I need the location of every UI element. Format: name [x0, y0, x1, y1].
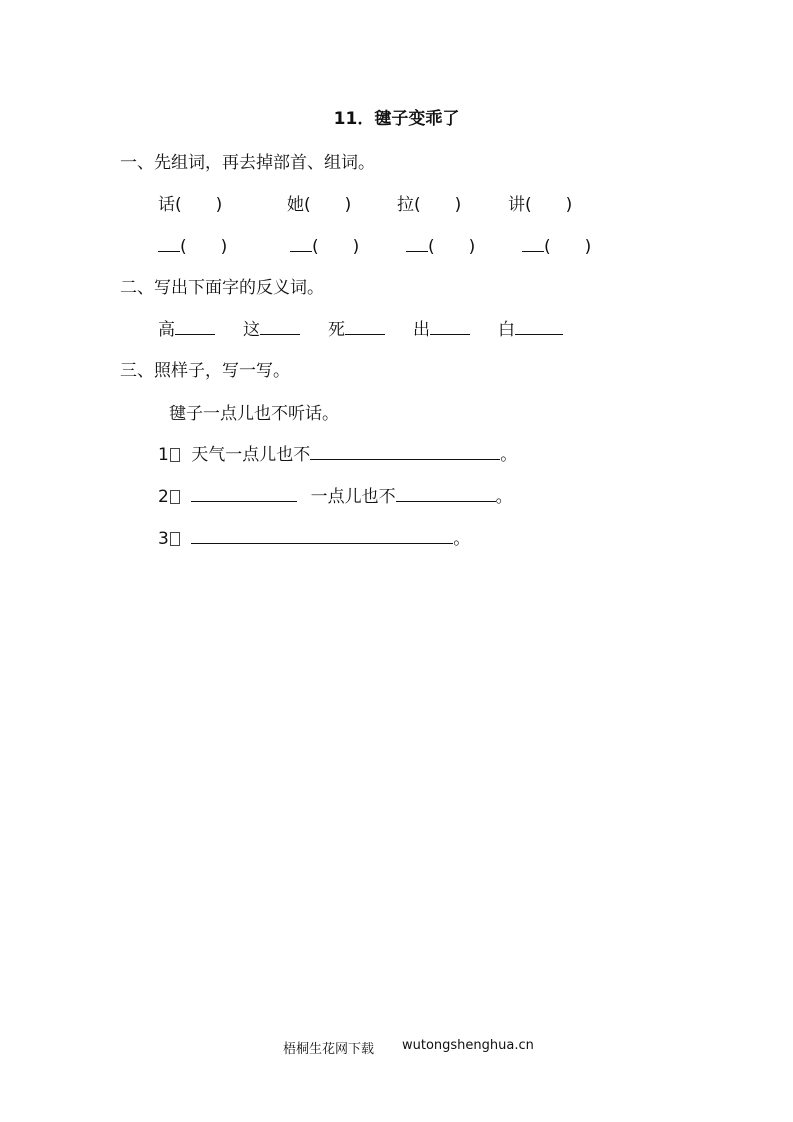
item-number: 3 [158, 529, 169, 549]
word-cell: 话( ) [158, 195, 223, 215]
antonym-item [498, 315, 563, 340]
word-cell: 她( ) [287, 195, 352, 215]
paren-blank: ( ) [544, 237, 592, 257]
item-number: 2 [158, 487, 169, 507]
answer-line [191, 529, 453, 544]
answer-line [345, 320, 385, 335]
section2-heading: 二、写出下面字的反义词。 [120, 278, 324, 298]
answer-line [515, 320, 563, 335]
answer-line [191, 487, 297, 502]
item-end: 。 [495, 487, 513, 507]
exercise-item-1 [158, 440, 517, 465]
antonym-char: 白 [498, 320, 515, 340]
paren-blank: ( ) [180, 237, 228, 257]
section3-heading: 三、照样子，写一写。 [120, 361, 290, 381]
word-cell: 讲( ) [508, 195, 573, 215]
answer-line [396, 487, 496, 502]
antonym-char: 这 [243, 320, 260, 340]
item-middle: 一点儿也不 [310, 487, 396, 507]
missing-glyph-box [170, 490, 180, 504]
blank-line [406, 237, 428, 252]
paren-blank: ( ) [428, 237, 476, 257]
antonym-item [328, 315, 385, 340]
item-end: 。 [453, 529, 471, 549]
blank-word-cell [522, 232, 591, 257]
blank-line [158, 237, 180, 252]
blank-word-cell [158, 232, 227, 257]
exercise-item-3 [158, 524, 470, 549]
answer-line [260, 320, 300, 335]
antonym-char: 出 [413, 320, 430, 340]
item-number: 1 [158, 445, 169, 465]
answer-line [310, 445, 500, 460]
antonym-char: 高 [158, 320, 175, 340]
blank-word-cell [406, 232, 475, 257]
blank-line [522, 237, 544, 252]
answer-line [175, 320, 215, 335]
footer-site-name: 梧桐生花网下载 [283, 1042, 375, 1057]
page-title: 11．毽子变乖了 [333, 109, 460, 129]
answer-line [430, 320, 470, 335]
example-sentence: 毽子一点儿也不听话。 [169, 404, 339, 424]
missing-glyph-box [170, 532, 180, 546]
antonym-char: 死 [328, 320, 345, 340]
missing-glyph-box [170, 448, 180, 462]
exercise-item-2 [158, 482, 513, 507]
blank-word-cell [290, 232, 359, 257]
item-end: 。 [500, 445, 518, 465]
paren-blank: ( ) [312, 237, 360, 257]
antonym-item [413, 315, 470, 340]
word-cell: 拉( ) [397, 195, 462, 215]
blank-line [290, 237, 312, 252]
item-prefix: 天气一点儿也不 [191, 445, 311, 465]
antonym-item [243, 315, 300, 340]
antonym-item [158, 315, 215, 340]
section1-heading: 一、先组词，再去掉部首、组词。 [120, 153, 375, 173]
footer-url: wutongshenghua.cn [402, 1038, 534, 1053]
